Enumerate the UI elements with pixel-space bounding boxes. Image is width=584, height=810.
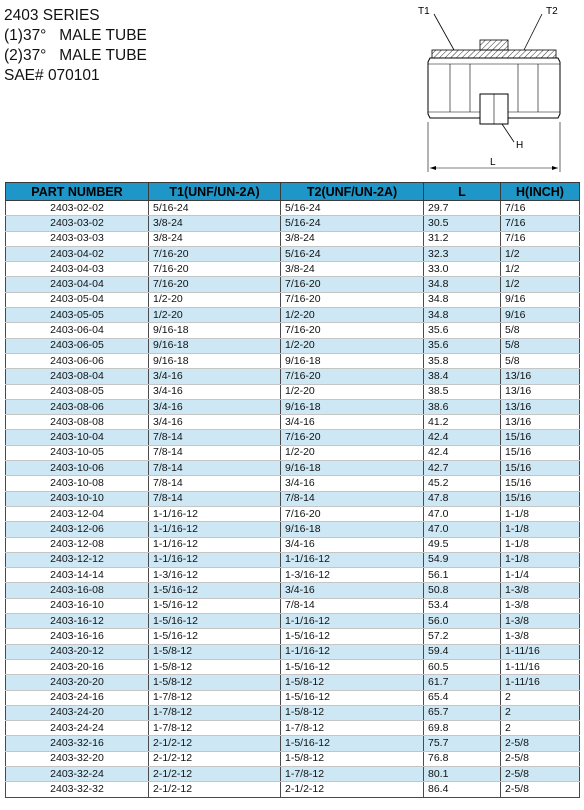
table-row	[6, 216, 580, 231]
table-cell: 2403-32-24	[6, 766, 149, 781]
table-cell: 3/4-16	[149, 369, 281, 384]
table-cell: 2-5/8	[501, 751, 580, 766]
table-row	[6, 323, 580, 338]
table-cell: 1/2-20	[281, 384, 424, 399]
table-cell: 7/8-14	[149, 445, 281, 460]
table-cell: 2	[501, 690, 580, 705]
table-cell: 5/8	[501, 353, 580, 368]
table-row	[6, 461, 580, 476]
table-cell: 1-1/16-12	[149, 537, 281, 552]
table-cell: 7/16-20	[281, 430, 424, 445]
table-cell: 1-1/16-12	[281, 644, 424, 659]
table-cell: 3/4-16	[149, 415, 281, 430]
table-cell: 1/2-20	[149, 292, 281, 307]
col-t2: T2(UNF/UN-2A)	[281, 183, 424, 201]
table-cell: 2403-24-20	[6, 705, 149, 720]
table-cell: 5/16-24	[281, 216, 424, 231]
table-cell: 2-1/2-12	[149, 782, 281, 797]
table-cell: 5/16-24	[149, 201, 281, 216]
table-cell: 2403-03-03	[6, 231, 149, 246]
table-cell: 61.7	[424, 675, 501, 690]
table-row	[6, 201, 580, 216]
table-cell: 41.2	[424, 415, 501, 430]
table-cell: 1-1/16-12	[149, 552, 281, 567]
table-cell: 7/16	[501, 231, 580, 246]
table-cell: 1-7/8-12	[149, 690, 281, 705]
table-cell: 35.6	[424, 338, 501, 353]
table-cell: 2403-05-05	[6, 308, 149, 323]
table-header-row	[6, 183, 580, 201]
table-cell: 3/8-24	[149, 231, 281, 246]
table-row	[6, 705, 580, 720]
table-cell: 2403-08-04	[6, 369, 149, 384]
table-cell: 1/2	[501, 262, 580, 277]
table-row	[6, 721, 580, 736]
table-cell: 49.5	[424, 537, 501, 552]
table-cell: 7/16	[501, 201, 580, 216]
table-cell: 2-5/8	[501, 766, 580, 781]
table-row	[6, 262, 580, 277]
table-cell: 3/4-16	[281, 415, 424, 430]
table-cell: 2403-12-12	[6, 552, 149, 567]
table-cell: 2403-06-05	[6, 338, 149, 353]
table-cell: 1-1/16-12	[281, 552, 424, 567]
table-cell: 1-5/8-12	[149, 659, 281, 674]
table-cell: 3/4-16	[149, 384, 281, 399]
table-cell: 1-3/16-12	[149, 568, 281, 583]
table-row	[6, 766, 580, 781]
table-cell: 7/8-14	[149, 461, 281, 476]
table-cell: 2403-08-06	[6, 399, 149, 414]
table-row	[6, 415, 580, 430]
table-cell: 7/8-14	[149, 476, 281, 491]
table-cell: 7/8-14	[281, 491, 424, 506]
table-row	[6, 690, 580, 705]
table-cell: 45.2	[424, 476, 501, 491]
table-cell: 38.6	[424, 399, 501, 414]
table-row	[6, 399, 580, 414]
table-row	[6, 369, 580, 384]
table-cell: 1-5/8-12	[149, 675, 281, 690]
table-row	[6, 537, 580, 552]
table-row	[6, 675, 580, 690]
col-l: L	[424, 183, 501, 201]
table-cell: 1-7/8-12	[281, 766, 424, 781]
table-cell: 54.9	[424, 552, 501, 567]
table-cell: 2403-12-06	[6, 522, 149, 537]
table-cell: 1-1/16-12	[149, 506, 281, 521]
table-cell: 7/16-20	[149, 246, 281, 261]
table-row	[6, 430, 580, 445]
table-cell: 2403-20-20	[6, 675, 149, 690]
table-cell: 13/16	[501, 369, 580, 384]
table-cell: 3/4-16	[281, 476, 424, 491]
table-row	[6, 476, 580, 491]
table-cell: 42.7	[424, 461, 501, 476]
table-row	[6, 583, 580, 598]
table-cell: 2403-16-12	[6, 614, 149, 629]
table-cell: 1-5/16-12	[149, 583, 281, 598]
table-cell: 7/16-20	[281, 277, 424, 292]
table-cell: 31.2	[424, 231, 501, 246]
table-row	[6, 445, 580, 460]
table-cell: 1/2-20	[281, 445, 424, 460]
table-cell: 38.4	[424, 369, 501, 384]
table-cell: 9/16-18	[149, 338, 281, 353]
table-cell: 2403-10-06	[6, 461, 149, 476]
table-cell: 1-7/8-12	[149, 721, 281, 736]
table-cell: 2403-02-02	[6, 201, 149, 216]
table-cell: 1-3/8	[501, 629, 580, 644]
table-cell: 2403-03-02	[6, 216, 149, 231]
table-cell: 2403-10-08	[6, 476, 149, 491]
table-cell: 47.0	[424, 506, 501, 521]
table-cell: 9/16-18	[149, 323, 281, 338]
table-cell: 9/16-18	[149, 353, 281, 368]
table-cell: 1-1/16-12	[149, 522, 281, 537]
table-cell: 1/2	[501, 246, 580, 261]
table-body	[6, 201, 580, 798]
table-cell: 1-5/8-12	[149, 644, 281, 659]
table-cell: 56.1	[424, 568, 501, 583]
table-row	[6, 522, 580, 537]
table-cell: 47.8	[424, 491, 501, 506]
table-cell: 2403-10-04	[6, 430, 149, 445]
table-cell: 9/16	[501, 292, 580, 307]
table-cell: 1-7/8-12	[281, 721, 424, 736]
table-cell: 2403-12-04	[6, 506, 149, 521]
table-cell: 1/2	[501, 277, 580, 292]
table-cell: 2403-04-02	[6, 246, 149, 261]
table-cell: 7/16-20	[281, 369, 424, 384]
table-cell: 2	[501, 705, 580, 720]
label-t2: T2	[546, 6, 558, 17]
table-cell: 1-5/16-12	[149, 614, 281, 629]
table-cell: 5/8	[501, 338, 580, 353]
table-cell: 3/8-24	[281, 231, 424, 246]
col-h: H(INCH)	[501, 183, 580, 201]
spec-table	[5, 182, 580, 798]
table-cell: 3/4-16	[281, 537, 424, 552]
table-cell: 1-7/8-12	[149, 705, 281, 720]
table-cell: 1-5/8-12	[281, 675, 424, 690]
table-cell: 5/16-24	[281, 246, 424, 261]
table-cell: 1-1/8	[501, 506, 580, 521]
table-cell: 1-1/8	[501, 522, 580, 537]
table-cell: 33.0	[424, 262, 501, 277]
table-cell: 34.8	[424, 277, 501, 292]
table-cell: 29.7	[424, 201, 501, 216]
table-cell: 56.0	[424, 614, 501, 629]
table-cell: 15/16	[501, 491, 580, 506]
table-cell: 7/16	[501, 216, 580, 231]
table-cell: 9/16-18	[281, 522, 424, 537]
table-cell: 1-1/8	[501, 537, 580, 552]
table-cell: 1-1/4	[501, 568, 580, 583]
table-cell: 2403-05-04	[6, 292, 149, 307]
table-cell: 9/16-18	[281, 399, 424, 414]
table-cell: 35.8	[424, 353, 501, 368]
table-cell: 2403-32-32	[6, 782, 149, 797]
table-cell: 1-5/8-12	[281, 705, 424, 720]
table-cell: 2403-16-16	[6, 629, 149, 644]
table-cell: 2403-06-04	[6, 323, 149, 338]
table-cell: 13/16	[501, 384, 580, 399]
end-type-1: (1)37° MALE TUBE	[4, 27, 147, 44]
table-cell: 30.5	[424, 216, 501, 231]
table-row	[6, 568, 580, 583]
table-cell: 5/8	[501, 323, 580, 338]
table-cell: 1-3/16-12	[281, 568, 424, 583]
table-row	[6, 353, 580, 368]
table-cell: 2	[501, 721, 580, 736]
table-cell: 1-11/16	[501, 675, 580, 690]
table-cell: 1/2-20	[281, 338, 424, 353]
table-cell: 7/16-20	[149, 277, 281, 292]
table-cell: 34.8	[424, 308, 501, 323]
table-cell: 60.5	[424, 659, 501, 674]
fitting-drawing	[410, 2, 582, 174]
table-cell: 9/16-18	[281, 353, 424, 368]
table-cell: 2403-16-10	[6, 598, 149, 613]
table-cell: 47.0	[424, 522, 501, 537]
table-cell: 3/8-24	[281, 262, 424, 277]
table-cell: 5/16-24	[281, 201, 424, 216]
table-row	[6, 292, 580, 307]
series-title: 2403 SERIES	[4, 7, 100, 24]
table-cell: 9/16-18	[281, 461, 424, 476]
table-cell: 2403-32-20	[6, 751, 149, 766]
table-cell: 1-5/16-12	[149, 629, 281, 644]
table-cell: 1-3/8	[501, 614, 580, 629]
table-cell: 2403-20-16	[6, 659, 149, 674]
table-row	[6, 782, 580, 797]
table-cell: 2403-06-06	[6, 353, 149, 368]
table-cell: 2403-10-05	[6, 445, 149, 460]
table-cell: 1-1/16-12	[281, 614, 424, 629]
table-cell: 32.3	[424, 246, 501, 261]
table-row	[6, 231, 580, 246]
col-t1: T1(UNF/UN-2A)	[149, 183, 281, 201]
table-cell: 59.4	[424, 644, 501, 659]
table-cell: 1-11/16	[501, 644, 580, 659]
table-cell: 76.8	[424, 751, 501, 766]
table-cell: 2403-20-12	[6, 644, 149, 659]
table-cell: 50.8	[424, 583, 501, 598]
table-cell: 1-1/8	[501, 552, 580, 567]
table-cell: 2403-16-08	[6, 583, 149, 598]
table-cell: 1-5/16-12	[281, 690, 424, 705]
table-cell: 13/16	[501, 415, 580, 430]
table-cell: 15/16	[501, 445, 580, 460]
table-cell: 1/2-20	[149, 308, 281, 323]
label-h: H	[516, 140, 524, 151]
table-cell: 15/16	[501, 476, 580, 491]
table-row	[6, 659, 580, 674]
table-row	[6, 338, 580, 353]
table-cell: 57.2	[424, 629, 501, 644]
table-cell: 7/8-14	[149, 430, 281, 445]
table-cell: 2403-04-03	[6, 262, 149, 277]
table-row	[6, 736, 580, 751]
table-cell: 1-5/8-12	[281, 751, 424, 766]
table-cell: 2-1/2-12	[149, 736, 281, 751]
table-cell: 35.6	[424, 323, 501, 338]
table-cell: 65.4	[424, 690, 501, 705]
table-cell: 7/16-20	[281, 323, 424, 338]
table-cell: 15/16	[501, 430, 580, 445]
table-row	[6, 491, 580, 506]
table-cell: 2403-14-14	[6, 568, 149, 583]
table-cell: 15/16	[501, 461, 580, 476]
table-cell: 1-5/16-12	[281, 736, 424, 751]
label-t1: T1	[418, 6, 430, 17]
table-cell: 1/2-20	[281, 308, 424, 323]
table-cell: 1-3/8	[501, 583, 580, 598]
table-cell: 65.7	[424, 705, 501, 720]
table-cell: 2-5/8	[501, 782, 580, 797]
table-cell: 7/16-20	[281, 292, 424, 307]
table-cell: 7/8-14	[281, 598, 424, 613]
table-cell: 42.4	[424, 430, 501, 445]
table-cell: 13/16	[501, 399, 580, 414]
series-header	[4, 6, 147, 86]
table-row	[6, 246, 580, 261]
sae-number: SAE# 070101	[4, 67, 100, 84]
label-l: L	[490, 157, 496, 168]
col-part-number: PART NUMBER	[6, 183, 149, 201]
table-cell: 2403-24-16	[6, 690, 149, 705]
table-cell: 7/16-20	[149, 262, 281, 277]
end-type-2: (2)37° MALE TUBE	[4, 47, 147, 64]
table-cell: 1-5/16-12	[281, 629, 424, 644]
table-cell: 38.5	[424, 384, 501, 399]
table-cell: 2403-32-16	[6, 736, 149, 751]
table-row	[6, 598, 580, 613]
table-cell: 2403-10-10	[6, 491, 149, 506]
table-row	[6, 384, 580, 399]
table-row	[6, 552, 580, 567]
table-cell: 1-5/16-12	[281, 659, 424, 674]
table-row	[6, 644, 580, 659]
table-cell: 2-1/2-12	[149, 751, 281, 766]
table-cell: 53.4	[424, 598, 501, 613]
table-cell: 80.1	[424, 766, 501, 781]
table-cell: 2403-12-08	[6, 537, 149, 552]
table-cell: 9/16	[501, 308, 580, 323]
table-row	[6, 614, 580, 629]
table-cell: 7/16-20	[281, 506, 424, 521]
table-cell: 1-3/8	[501, 598, 580, 613]
table-cell: 34.8	[424, 292, 501, 307]
table-cell: 7/8-14	[149, 491, 281, 506]
table-row	[6, 506, 580, 521]
table-cell: 86.4	[424, 782, 501, 797]
table-cell: 3/4-16	[281, 583, 424, 598]
table-cell: 1-11/16	[501, 659, 580, 674]
table-cell: 2-1/2-12	[281, 782, 424, 797]
table-row	[6, 629, 580, 644]
table-cell: 2-1/2-12	[149, 766, 281, 781]
table-cell: 2403-04-04	[6, 277, 149, 292]
table-row	[6, 308, 580, 323]
table-cell: 2403-08-08	[6, 415, 149, 430]
table-cell: 2-5/8	[501, 736, 580, 751]
table-cell: 3/4-16	[149, 399, 281, 414]
table-row	[6, 277, 580, 292]
table-cell: 42.4	[424, 445, 501, 460]
table-cell: 69.8	[424, 721, 501, 736]
table-cell: 2403-24-24	[6, 721, 149, 736]
table-cell: 75.7	[424, 736, 501, 751]
table-row	[6, 751, 580, 766]
table-cell: 1-5/16-12	[149, 598, 281, 613]
table-cell: 3/8-24	[149, 216, 281, 231]
table-cell: 2403-08-05	[6, 384, 149, 399]
